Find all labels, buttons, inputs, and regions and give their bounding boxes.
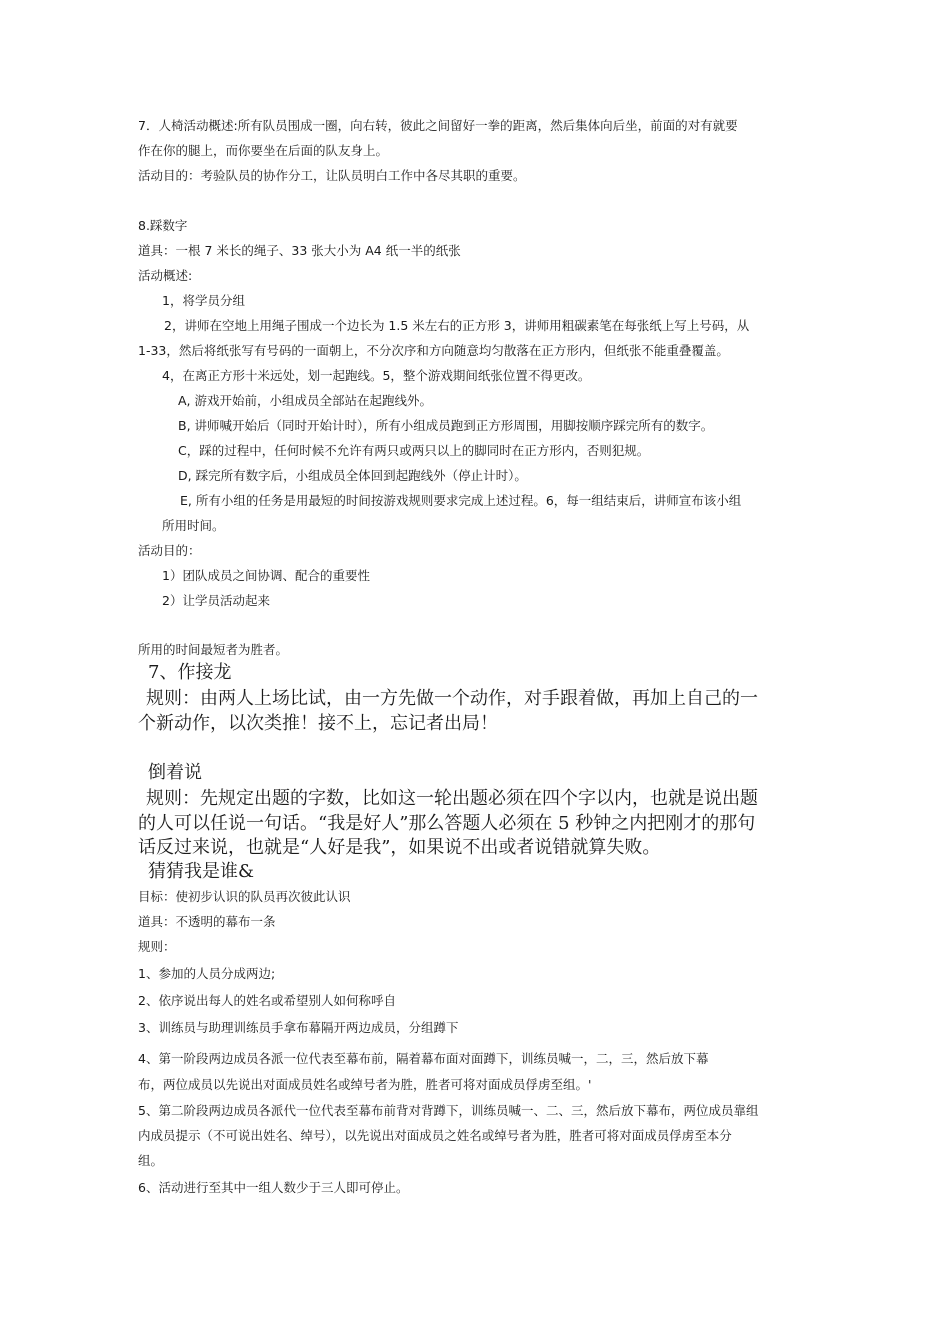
guess-item-1: 1、参加的人员分成两边; [138, 966, 276, 981]
reverse-rule-2: 的人可以任说一句话。“我是好人”那么答题人必须在 5 秒钟之内把刚才的那句 [138, 813, 756, 834]
s8-step-2b: 1-33，然后将纸张写有号码的一面朝上，不分次序和方向随意均匀散落在正方形内，但纸张不能重叠覆盖。 [138, 343, 729, 358]
s8-overview-label: 活动概述: [138, 268, 193, 283]
guess-title: 猜猜我是谁& [148, 861, 255, 882]
s8-title: 8.踩数字 [138, 218, 188, 233]
s8-step-4: 4，在离正方形十米远处，划一起跑线。5，整个游戏期间纸张位置不得更改。 [162, 368, 591, 383]
guess-item-5c: 组。 [138, 1153, 164, 1168]
guess-rules-label: 规则： [138, 939, 176, 954]
relay-rule-2: 个新动作，以次类推！接不上，忘记者出局！ [138, 713, 498, 734]
s8-rule-a: A, 游戏开始前，小组成员全部站在起跑线外。 [178, 393, 432, 408]
s8-step-1: 1，将学员分组 [162, 293, 245, 308]
s8-step-2a: 2，讲师在空地上用绳子围成一个边长为 1.5 米左右的正方形 3，讲师用粗碳素笔在每张纸上写上号码，从 [164, 318, 750, 333]
s7-line-2: 作在你的腿上，而你要坐在后面的队友身上。 [138, 143, 389, 158]
relay-rule-1: 规则：由两人上场比试，由一方先做一个动作，对手跟着做，再加上自己的一 [146, 688, 758, 709]
s8-purpose-2: 2）让学员活动起来 [162, 593, 270, 608]
s8-rule-e-2: 所用时间。 [162, 518, 225, 533]
reverse-title: 倒着说 [148, 762, 202, 783]
s8-winner: 所用的时间最短者为胜者。 [138, 642, 289, 657]
s8-props: 道具：一根 7 米长的绳子、33 张大小为 A4 纸一半的纸张 [138, 243, 461, 258]
reverse-rule-1: 规则：先规定出题的字数，比如这一轮出题必须在四个字以内，也就是说出题 [146, 788, 758, 809]
guess-item-4b: 布，两位成员以先说出对面成员姓名或绰号者为胜，胜者可将对面成员俘虏至组。' [138, 1077, 592, 1092]
s8-rule-c: C，踩的过程中，任何时候不允许有两只或两只以上的脚同时在正方形内，否则犯规。 [178, 443, 650, 458]
s8-rule-d: D, 踩完所有数字后，小组成员全体回到起跑线外（停止计时）。 [178, 468, 527, 483]
guess-item-5b: 内成员提示（不可说出姓名、绰号），以先说出对面成员之姓名或绰号者为胜，胜者可将对面成员俘虏至本分 [138, 1128, 732, 1143]
guess-item-2: 2、依序说出每人的姓名或希望别人如何称呼自 [138, 993, 396, 1008]
guess-goal: 目标：使初步认识的队员再次彼此认识 [138, 889, 351, 904]
guess-item-6: 6、活动进行至其中一组人数少于三人即可停止。 [138, 1180, 409, 1195]
s8-rule-b: B, 讲师喊开始后（同时开始计时），所有小组成员跑到正方形周围，用脚按顺序踩完所有的数字。 [178, 418, 714, 433]
relay-title: 7、作接龙 [148, 662, 232, 683]
reverse-rule-3: 话反过来说，也就是“人好是我”，如果说不出或者说错就算失败。 [138, 837, 661, 858]
s7-line-1: 7．人椅活动概述:所有队员围成一圈，向右转，彼此之间留好一拳的距离，然后集体向后坐，前面的对有就要 [138, 118, 738, 133]
s8-purpose-1: 1）团队成员之间协调、配合的重要性 [162, 568, 370, 583]
guess-item-4a: 4、第一阶段两边成员各派一位代表至幕布前，隔着幕布面对面蹲下，训练员喊一，二，三，然后放下幕 [138, 1051, 709, 1066]
s8-rule-e-1: E, 所有小组的任务是用最短的时间按游戏规则要求完成上述过程。6，每一组结束后，讲师宣布该小组 [180, 493, 742, 508]
guess-item-5a: 5、第二阶段两边成员各派代一位代表至幕布前背对背蹲下，训练员喊一、二、三，然后放下幕布，两位成员靠组 [138, 1103, 759, 1118]
s7-purpose: 活动目的：考验队员的协作分工，让队员明白工作中各尽其职的重要。 [138, 168, 526, 183]
guess-item-3: 3、训练员与助理训练员手拿布幕隔开两边成员，分组蹲下 [138, 1020, 459, 1035]
guess-props: 道具：不透明的幕布一条 [138, 914, 276, 929]
s8-purpose-label: 活动目的： [138, 543, 201, 558]
